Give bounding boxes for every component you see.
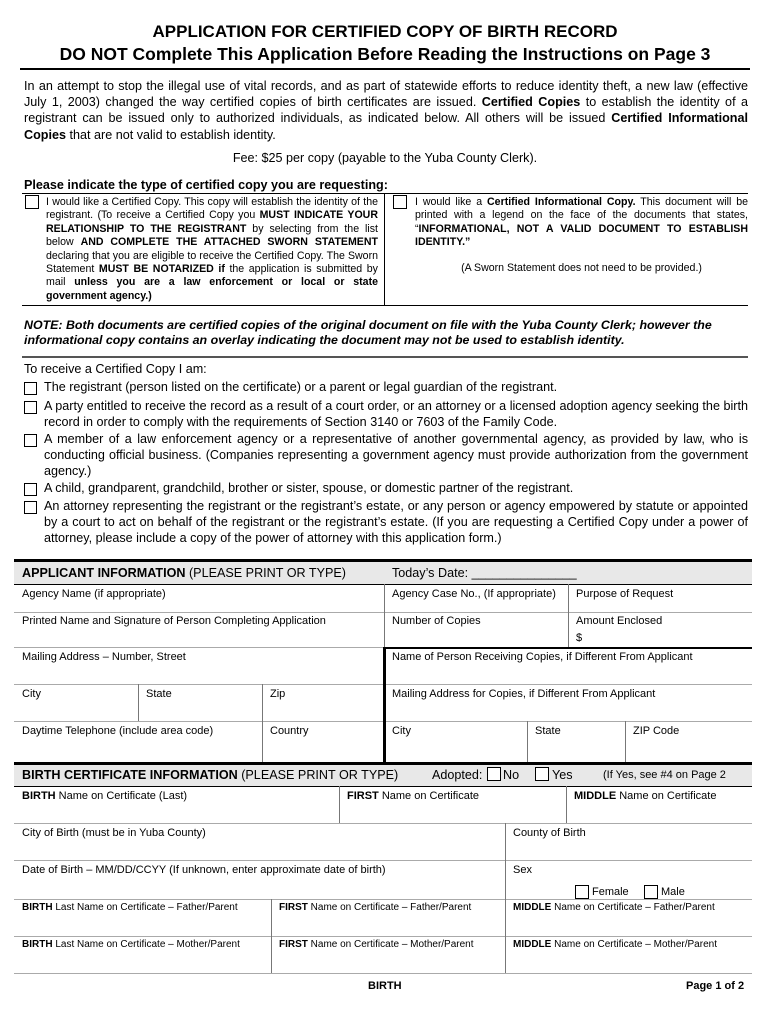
county-of-birth-field[interactable]: County of Birth — [513, 827, 586, 839]
option-2-checkbox[interactable] — [24, 401, 37, 414]
adopted-yes-label: Yes — [552, 768, 573, 782]
if-yes-note: (If Yes, see #4 on Page 2 — [603, 769, 726, 781]
footer-form-code: BIRTH — [368, 980, 402, 992]
certified-copy-option: I would like a Certified Copy. This copy will establish the identity of the registrant. (To receive a Certified Copy you MUST INDICATE YOUR RELATIONSHIP TO THE REGISTRANT by selecting from the list below AND COMPLETE THE ATTACHED SWORN STATEMENT declaring that you are eligible to receive the Certified Copy. The Sworn Statement MUST BE NOTARIZED if the application is submitted by mail unless you are a law enforcement or local or state government agency.) — [46, 196, 378, 302]
agency-case-field[interactable]: Agency Case No., (If appropriate) — [392, 588, 556, 600]
sex-label: Sex — [513, 864, 532, 876]
receive-option-1: The registrant (person listed on the certificate) or a parent or legal guardian of the registrant. — [24, 380, 748, 396]
dollar-sign: $ — [576, 632, 583, 644]
birth-last-name-field[interactable]: BIRTH Name on Certificate (Last) — [22, 790, 188, 802]
birth-header: BIRTH CERTIFICATE INFORMATION (PLEASE PRINT OR TYPE) — [22, 768, 399, 782]
adopted-yes-checkbox[interactable] — [535, 767, 549, 781]
grid-line — [384, 584, 385, 647]
state-copies-field[interactable]: State — [535, 725, 561, 737]
name-receiving-field[interactable]: Name of Person Receiving Copies, if Different From Applicant — [392, 651, 693, 663]
adopted-no-checkbox[interactable] — [487, 767, 501, 781]
adopted-label: Adopted: — [432, 768, 483, 782]
sworn-statement-note: (A Sworn Statement does not need to be provided.) — [461, 261, 702, 274]
grid-line — [14, 612, 752, 613]
copy-type-bottom-rule — [22, 305, 748, 306]
option-5-checkbox[interactable] — [24, 501, 37, 514]
father-first-name-field[interactable]: FIRST Name on Certificate – Father/Parent — [279, 902, 472, 913]
grid-line — [384, 647, 752, 649]
certified-copy-checkbox[interactable] — [25, 195, 39, 209]
female-label: Female — [592, 886, 629, 898]
receive-option-2: A party entitled to receive the record as a result of a court order, or an attorney or a licensed adoption agency seeking the birth record in order to comply with the requirements of Section 3140 or 7603 of the Family Code. — [24, 399, 748, 431]
agency-name-field[interactable]: Agency Name (if appropriate) — [22, 588, 166, 600]
receive-option-3: A member of a law enforcement agency or a representative of another governmental agency, as provided by law, who is conducting official business. (Companies representing a government agency must provide authorization from the government agency.) — [24, 432, 748, 479]
grid-line — [527, 721, 528, 762]
country-field[interactable]: Country — [270, 725, 309, 737]
grid-line — [566, 786, 567, 823]
option-1-checkbox[interactable] — [24, 382, 37, 395]
city-copies-field[interactable]: City — [392, 725, 411, 737]
father-last-name-field[interactable]: BIRTH Last Name on Certificate – Father/Parent — [22, 902, 238, 913]
copy-type-top-rule — [22, 193, 748, 194]
receive-title: To receive a Certified Copy I am: — [24, 362, 207, 376]
city-of-birth-field[interactable]: City of Birth (must be in Yuba County) — [22, 827, 206, 839]
amount-enclosed-field[interactable]: Amount Enclosed — [576, 615, 663, 627]
title-rule — [20, 68, 750, 70]
grid-line — [14, 899, 752, 900]
grid-line — [14, 786, 752, 787]
birth-middle-name-field[interactable]: MIDDLE Name on Certificate — [574, 790, 717, 802]
grid-line — [14, 860, 752, 861]
birth-first-name-field[interactable]: FIRST Name on Certificate — [347, 790, 480, 802]
zip-field[interactable]: Zip — [270, 688, 286, 700]
mailing-address-field[interactable]: Mailing Address – Number, Street — [22, 651, 186, 663]
option-3-checkbox[interactable] — [24, 434, 37, 447]
form-title: APPLICATION FOR CERTIFIED COPY OF BIRTH RECORD — [152, 22, 618, 41]
date-of-birth-field[interactable]: Date of Birth – MM/DD/CCYY (If unknown, enter approximate date of birth) — [22, 864, 386, 876]
grid-line — [14, 936, 752, 937]
receive-option-4: A child, grandparent, grandchild, brother or sister, spouse, or domestic partner of the registrant. — [24, 481, 748, 497]
informational-copy-option: I would like a Certified Informational Copy. This document will be printed with a legend on the face of the documents that states, “INFORMATIONAL, NOT A VALID DOCUMENT TO ESTABLISH IDENTITY.” (A Sworn Statement does not need to be provided.) — [415, 196, 748, 274]
number-copies-field[interactable]: Number of Copies — [392, 615, 481, 627]
state-field[interactable]: State — [146, 688, 172, 700]
phone-field[interactable]: Daytime Telephone (include area code) — [22, 725, 214, 737]
grid-line — [14, 823, 752, 824]
city-field[interactable]: City — [22, 688, 41, 700]
note-text: NOTE: Both documents are certified copies of the original document on file with the Yuba County Clerk; however the informational copy contains an overlay indicating the document may not be used to establish identity. — [24, 318, 712, 347]
intro-paragraph: In an attempt to stop the illegal use of vital records, and as part of statewide efforts to reduce identity theft, a new law (effective July 1, 2003) changed the way certified copies of birth certificates are issued. Certified Copies to establish the identity of a registrant can be issued only to authorized individuals, as indicated below. All others will be issued Certified Informational Copies that are not valid to establish identity. — [24, 79, 749, 142]
zip-code-field[interactable]: ZIP Code — [633, 725, 680, 737]
todays-date-field[interactable]: Today’s Date: _______________ — [392, 566, 577, 580]
adopted-no-label: No — [503, 768, 520, 782]
grid-line — [568, 584, 569, 647]
grid-line — [14, 647, 384, 648]
form-subtitle: DO NOT Complete This Application Before Reading the Instructions on Page 3 — [59, 44, 711, 64]
grid-line — [383, 647, 386, 762]
grid-line — [14, 584, 752, 585]
mother-middle-name-field[interactable]: MIDDLE Name on Certificate – Mother/Parent — [513, 939, 717, 950]
grid-line — [625, 721, 626, 762]
female-checkbox[interactable] — [575, 885, 589, 899]
mother-last-name-field[interactable]: BIRTH Last Name on Certificate – Mother/Parent — [22, 939, 240, 950]
applicant-header: APPLICANT INFORMATION (PLEASE PRINT OR TYPE) — [22, 566, 346, 580]
option-4-checkbox[interactable] — [24, 483, 37, 496]
mother-first-name-field[interactable]: FIRST Name on Certificate – Mother/Parent — [279, 939, 474, 950]
male-checkbox[interactable] — [644, 885, 658, 899]
fee-text: Fee: $25 per copy (payable to the Yuba County Clerk). — [232, 151, 538, 165]
receive-option-5: An attorney representing the registrant or the registrant’s estate, or any person or agency empowered by statute or appointed by a court to act on behalf of the registrant or the registrant’s estate. (If you are requesting a Certified Copy under a power of attorney, please include a copy of the power of attorney with this application form.) — [24, 499, 748, 546]
grid-line — [271, 899, 272, 973]
page-number: Page 1 of 2 — [686, 980, 745, 992]
grid-line — [505, 823, 506, 973]
purpose-field[interactable]: Purpose of Request — [576, 588, 674, 600]
printed-name-field[interactable]: Printed Name and Signature of Person Completing Application — [22, 615, 326, 627]
note-rule — [22, 356, 748, 358]
grid-line — [138, 684, 139, 721]
grid-line — [262, 684, 263, 762]
mailing-copies-field[interactable]: Mailing Address for Copies, if Different From Applicant — [392, 688, 656, 700]
male-label: Male — [661, 886, 685, 898]
copy-type-divider — [384, 193, 385, 305]
copy-type-question: Please indicate the type of certified copy you are requesting: — [24, 178, 388, 192]
father-middle-name-field[interactable]: MIDDLE Name on Certificate – Father/Parent — [513, 902, 715, 913]
informational-copy-checkbox[interactable] — [393, 195, 407, 209]
grid-line — [339, 786, 340, 823]
grid-line — [14, 973, 752, 974]
